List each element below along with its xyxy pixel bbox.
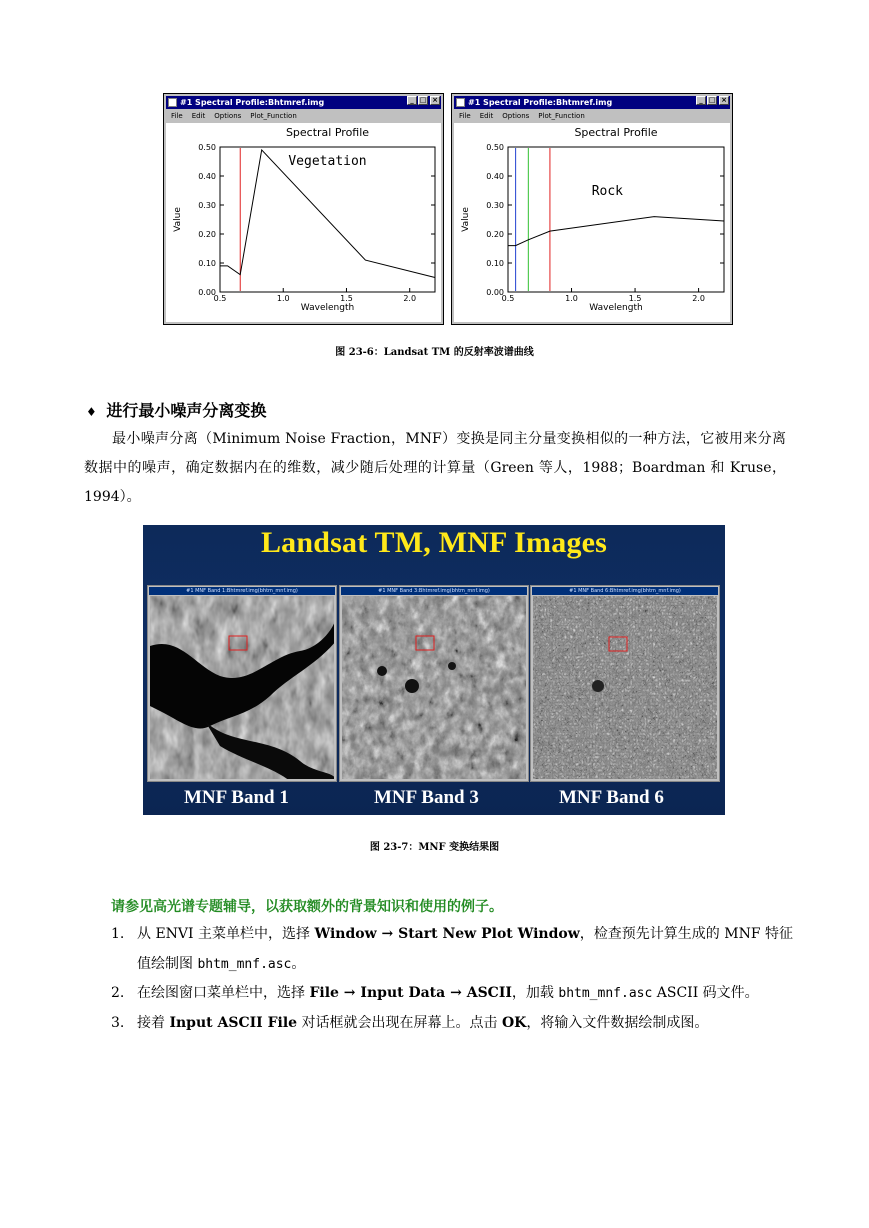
mnf-panel-band3 [339, 585, 529, 782]
minimize-button[interactable]: _ [696, 96, 706, 105]
step-bold-text: → [445, 985, 467, 1001]
band-label-3: MNF Band 3 [374, 787, 479, 808]
section-heading [86, 398, 266, 421]
menu-file[interactable]: File [171, 112, 183, 120]
band-label-6: MNF Band 6 [559, 787, 664, 808]
step-plain-text: 。 [291, 956, 306, 972]
close-button[interactable]: × [719, 96, 729, 105]
step-text-continued [137, 953, 305, 976]
curve-annotation: Vegetation [288, 154, 367, 169]
step-plain-text: ，加载 [511, 985, 559, 1001]
y-tick-label: 0.30 [486, 201, 504, 210]
x-tick-label: 0.5 [501, 294, 515, 303]
y-tick-label: 0.00 [486, 288, 504, 297]
app-icon [456, 98, 465, 107]
step-bold-text: Window [314, 926, 377, 942]
x-tick-label: 1.5 [628, 294, 642, 303]
window-titlebar [454, 96, 730, 109]
window-title: #1 Spectral Profile:Bhtmref.img [468, 98, 613, 107]
y-tick-label: 0.20 [486, 230, 504, 239]
plot-frame [508, 147, 724, 292]
y-axis-label: Value [173, 207, 183, 232]
mnf-panel-band1 [147, 585, 337, 782]
step-plain-text: 值绘制图 [137, 956, 198, 972]
step-bold-text: → [376, 926, 399, 942]
y-tick-label: 0.40 [198, 172, 216, 181]
window-titlebar [166, 96, 441, 109]
window-title: #1 Spectral Profile:Bhtmref.img [180, 98, 325, 107]
app-icon [168, 98, 177, 107]
y-tick-label: 0.50 [198, 143, 216, 152]
y-axis-label: Value [461, 207, 471, 232]
spectral-window-rock [451, 93, 733, 325]
y-tick-label: 0.30 [198, 201, 216, 210]
x-tick-label: 2.0 [692, 294, 705, 303]
step-text [137, 923, 793, 945]
step-number: 3. [111, 1015, 125, 1031]
mnf-panel-band6 [530, 585, 720, 782]
figure-caption-23-7: 图 23-7：MNF 变换结果图 [369, 842, 500, 853]
y-tick-label: 0.40 [486, 172, 504, 181]
spectral-profile-chart [166, 123, 443, 322]
panel-title: #1 MNF Band 3:Bhtmref.img(bhtm_mnf.img) [341, 587, 527, 595]
filename-text: bhtm_mnf.asc [558, 986, 653, 1001]
maximize-button[interactable]: □ [419, 96, 427, 104]
x-tick-label: 1.0 [565, 294, 578, 303]
section-paragraph: 最小噪声分离（Minimum Noise Fraction，MNF）变换是同主分量变换相似的一种方法，它被用来分离数据中的噪声，确定数据内在的维数，减少随后处理的计算量（Green 等人，1988；Boardman 和 Kruse，1994）。 [84, 431, 786, 505]
close-button[interactable]: × [430, 96, 440, 105]
spectral-profile-chart [454, 123, 732, 322]
step-text [137, 1012, 708, 1034]
chart-title: Spectral Profile [574, 126, 658, 139]
curve-annotation: Rock [591, 184, 624, 199]
x-axis-label: Wavelength [300, 303, 355, 313]
menu-edit[interactable]: Edit [479, 112, 494, 120]
spectral-profile-line [220, 150, 435, 278]
menubar [454, 110, 730, 122]
step-bold-text: Input Data [360, 985, 446, 1001]
x-tick-label: 0.5 [213, 294, 227, 303]
spectral-window-vegetation [163, 93, 444, 325]
chart-title: Spectral Profile [285, 126, 370, 139]
panel-title: #1 MNF Band 6:Bhtmref.img(bhtm_mnf.img) [532, 587, 718, 595]
menu-file[interactable]: File [459, 112, 471, 120]
menu-plot-function[interactable]: Plot_Function [250, 112, 297, 120]
step-plain-text: ，将输入文件数据绘制成图。 [526, 1015, 709, 1031]
menu-options[interactable]: Options [502, 112, 530, 120]
mnf-band6-image [533, 596, 717, 779]
y-tick-label: 0.20 [198, 230, 216, 239]
filename-text: bhtm_mnf.asc [197, 957, 292, 972]
step-plain-text: ASCII 码文件。 [652, 985, 759, 1001]
step-bold-text: Start New Plot Window [398, 926, 580, 942]
minimize-button[interactable]: _ [407, 96, 417, 105]
menubar [166, 110, 441, 122]
mnf-band3-image [342, 596, 526, 779]
mnf-figure [143, 525, 725, 815]
x-axis-label: Wavelength [589, 303, 643, 313]
section-heading-text: 进行最小噪声分离变换 [106, 401, 267, 420]
diamond-bullet-icon: ♦ [86, 405, 97, 419]
step-plain-text: 从 ENVI 主菜单栏中，选择 [137, 926, 315, 942]
step-bold-text: File [309, 985, 339, 1001]
step-bold-text: ASCII [466, 985, 512, 1001]
maximize-button[interactable]: □ [708, 96, 716, 104]
menu-plot-function[interactable]: Plot_Function [538, 112, 585, 120]
menu-options[interactable]: Options [214, 112, 242, 120]
mnf-band1-image [150, 596, 334, 779]
step-plain-text: ，检查预先计算生成的 MNF 特征 [579, 926, 793, 942]
x-tick-label: 1.0 [276, 294, 290, 303]
step-bold-text: OK [501, 1015, 527, 1031]
tutorial-note: 请参见高光谱专题辅导，以获取额外的背景知识和使用的例子。 [111, 899, 503, 915]
step-number: 1. [111, 926, 125, 942]
x-tick-label: 1.5 [340, 294, 353, 303]
step-text [137, 982, 759, 1005]
plot-area [454, 123, 730, 322]
figure-caption-23-6: 图 23-6：Landsat TM 的反射率波谱曲线 [335, 347, 534, 358]
step-bold-text: Input ASCII File [169, 1015, 298, 1031]
y-tick-label: 0.10 [198, 259, 216, 268]
step-plain-text: 对话框就会出现在屏幕上。点击 [297, 1015, 502, 1031]
menu-edit[interactable]: Edit [191, 112, 206, 120]
step-number: 2. [111, 985, 125, 1001]
mnf-figure-title: Landsat TM, MNF Images [260, 526, 608, 559]
y-tick-label: 0.50 [486, 143, 504, 152]
step-bold-text: → [338, 985, 361, 1001]
y-tick-label: 0.00 [198, 288, 216, 297]
step-plain-text: 接着 [137, 1015, 170, 1031]
step-plain-text: 在绘图窗口菜单栏中，选择 [137, 985, 310, 1001]
plot-area [166, 123, 441, 322]
spectral-profile-line [508, 217, 724, 246]
x-tick-label: 2.0 [403, 294, 417, 303]
band-label-1: MNF Band 1 [184, 787, 289, 808]
panel-title: #1 MNF Band 1:Bhtmref.img(bhtm_mnf.img) [149, 587, 335, 595]
y-tick-label: 0.10 [486, 259, 504, 268]
